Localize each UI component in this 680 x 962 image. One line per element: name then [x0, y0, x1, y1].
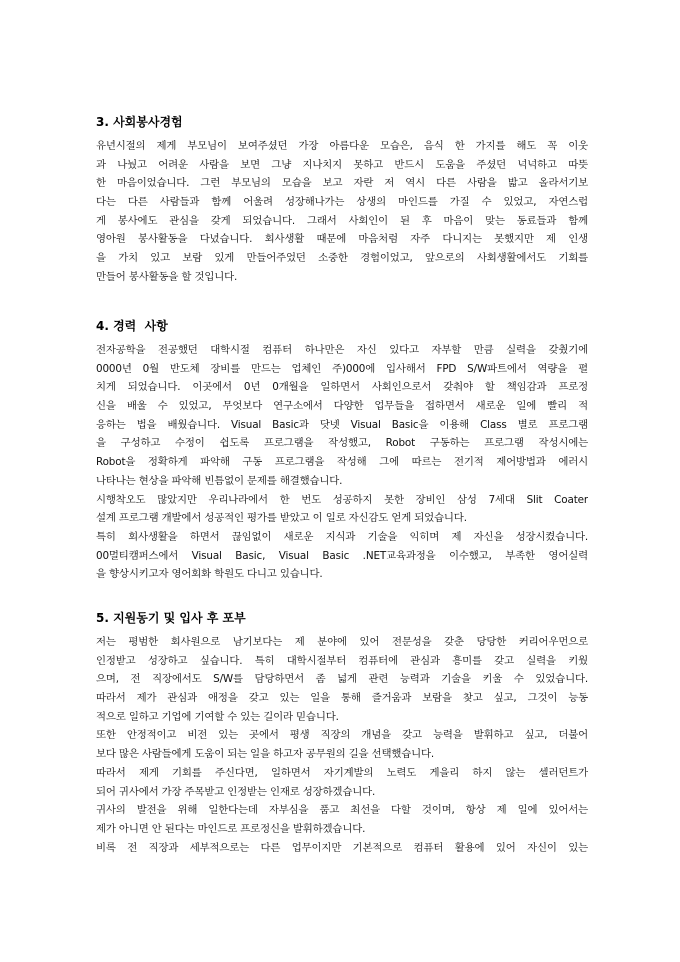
paragraph-line: 특히 회사생활을 하면서 끊임없이 새로운 지식과 기술을 익히며 제 자신을 성장시켰습니다. [96, 530, 588, 543]
paragraph-line: 저는 평범한 회사원으로 남기보다는 제 분야에 있어 전문성을 갖춘 당당한 커리어우먼으로 [96, 636, 588, 648]
paragraph-line: 을 구성하고 수정이 쉽도록 프로그램을 작성했고, Robot 구동하는 프로그램 작성시에는 [96, 437, 588, 450]
paragraph-line: 영아원 봉사활동을 다녔습니다. 회사생활 때문에 마음처럼 자주 다니지는 못했지만 제 인생 [96, 233, 588, 246]
paragraph-line: 전자공학을 전공했던 대학시절 컴퓨터 하나만은 자신 있다고 자부할 만큼 실력을 갖췄기에 [96, 344, 588, 356]
paragraph-line: 또한 안정적이고 비전 있는 곳에서 평생 직장의 개념을 갖고 능력을 발휘하고 싶고, 더불어 [96, 729, 588, 742]
paragraph-line: 제가 아니면 안 된다는 마인드로 프로정신을 발휘하겠습니다. [96, 822, 366, 835]
paragraph-line: 보다 많은 사람들에게 도움이 되는 일을 하고자 공무원의 길을 선택했습니다. [96, 748, 435, 761]
paragraph-line: 비록 전 직장과 세부적으로는 다른 업무이지만 기본적으로 컴퓨터 활용에 있어 자신이 있는 [96, 841, 588, 854]
paragraph-line: 00멀티캠퍼스에서 Visual Basic, Visual Basic .NET교육과정을 이수했고, 부족한 영어실력 [96, 549, 588, 562]
paragraph-line: 신을 배울 수 있었고, 무엇보다 연구소에서 다양한 업무들을 접하면서 새로운 일에 빨리 적 [96, 400, 588, 413]
paragraph-line: 치게 되었습니다. 이곳에서 0년 0개월을 일하면서 사회인으로서 갖춰야 할 책임감과 프로정 [96, 381, 588, 394]
paragraph-line: 한 마음이었습니다. 그런 부모님의 모습을 보고 자란 저 역시 다른 사람을 밟고 올라서기보 [96, 177, 588, 190]
paragraph-line: 게 봉사에도 관심을 갖게 되었습니다. 그래서 사회인이 된 후 마음이 맞는 동료들과 함께 [96, 214, 588, 227]
paragraph-line: 설계 프로그램 개발에서 성공적인 평가를 받았고 이 일로 자신감도 얻게 되었습니다. [96, 512, 467, 525]
section-motivation-aspiration [96, 611, 588, 857]
paragraph-line: 만들어 봉사활동을 할 것입니다. [96, 270, 238, 283]
paragraph-line: 귀사의 발전을 위해 일한다는데 자부심을 품고 최선을 다할 것이며, 항상 제 일에 있어서는 [96, 804, 588, 817]
paragraph-line: 따라서 제게 기회를 주신다면, 일하면서 자기계발의 노력도 게을리 하지 않는 셀러던트가 [96, 766, 588, 779]
paragraph-line: 되어 귀사에서 가장 주목받고 인정받는 인재로 성장하겠습니다. [96, 785, 376, 798]
paragraph-line: 을 가치 있고 보람 있게 만들어주었던 소중한 경험이었고, 앞으로의 사회생활에서도 기회를 [96, 252, 588, 265]
paragraph-line: 적으로 일하고 기업에 기여할 수 있는 길이라 믿습니다. [96, 710, 339, 723]
paragraph-line: 으며, 전 직장에서도 S/W를 담당하면서 좀 넓게 관련 능력과 기술을 키울 수 있었습니다. [96, 673, 588, 686]
paragraph-line: 유년시절의 제게 부모님이 보여주셨던 가장 아름다운 모습은, 음식 한 가지를 해도 꼭 이웃 [96, 140, 588, 152]
paragraph-line: 따라서 제가 관심과 애정을 갖고 있는 일을 통해 즐거움과 보람을 찾고 싶고, 그것이 능동 [96, 692, 588, 705]
section-heading: 4. 경력 사항 [96, 319, 168, 333]
paragraph-line: 나타나는 현상을 파악해 빈틈없이 문제를 해결했습니다. [96, 474, 343, 487]
paragraph-line: 응하는 법을 배웠습니다. Visual Basic과 닷넷 Visual Basic을 이용해 Class 별로 프로그램 [96, 418, 588, 431]
paragraph-line: 을 향상시키고자 영어회화 학원도 다니고 있습니다. [96, 568, 323, 581]
paragraph-line: 인정받고 성장하고 싶습니다. 특히 대학시절부터 컴퓨터에 관심과 흥미를 갖고 실력을 키웠 [96, 654, 588, 667]
paragraph-line: 시행착오도 많았지만 우리나라에서 한 번도 성공하지 못한 장비인 삼성 7세대 Slit Coater [96, 493, 588, 506]
paragraph-line: Robot을 정확하게 파악해 구동 프로그램을 작성해 그에 따르는 전기적 제어방법과 에러시 [96, 456, 588, 469]
paragraph-line: 다는 다른 사람들과 함께 어울려 성장해나가는 상생의 마인드를 가질 수 있었고, 자연스럽 [96, 196, 588, 209]
section-heading: 5. 지원동기 및 입사 후 포부 [96, 611, 246, 625]
section-career [96, 319, 588, 584]
section-volunteer-experience [96, 115, 588, 287]
paragraph-line: 과 나눴고 어려운 사람을 보면 그냥 지나치지 못하고 반드시 도움을 주셨던 넉넉하고 따뜻 [96, 158, 588, 171]
paragraph-line: 0000년 0월 반도체 장비를 만드는 업체인 주)000에 입사해서 FPD S/W파트에서 역량을 펼 [96, 362, 588, 375]
section-heading: 3. 사회봉사경험 [96, 115, 183, 129]
